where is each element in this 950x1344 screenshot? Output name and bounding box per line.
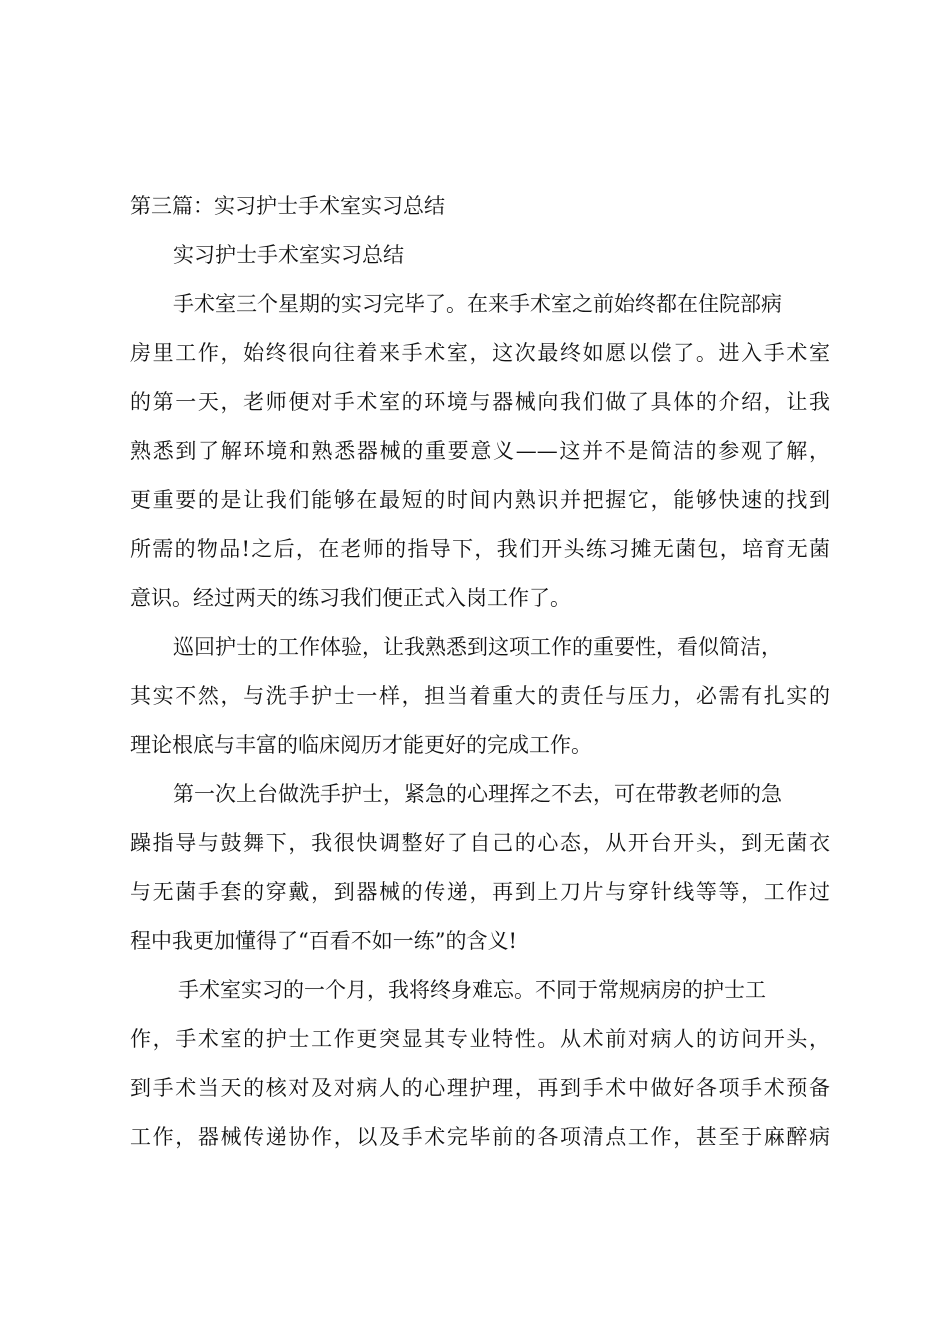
paragraph-1-line-3: 的第一天，老师便对手术室的环境与器械向我们做了具体的介绍，让我 — [130, 390, 830, 414]
paragraph-4-line-1: 手术室实习的一个月，我将终身难忘。不同于常规病房的护士工 — [178, 978, 766, 1002]
paragraph-4-line-3: 到手术当天的核对及对病人的心理护理，再到手术中做好各项手术预备 — [130, 1076, 830, 1100]
paragraph-1-line-7: 意识。经过两天的练习我们便正式入岗工作了。 — [130, 586, 571, 610]
paragraph-1-line-2: 房里工作，始终很向往着来手术室，这次最终如愿以偿了。进入手术室 — [130, 341, 830, 365]
paragraph-1-line-6: 所需的物品!之后，在老师的指导下，我们开头练习摊无菌包，培育无菌 — [130, 537, 830, 561]
paragraph-3-line-3: 与无菌手套的穿戴，到器械的传递，再到上刀片与穿针线等等，工作过 — [130, 880, 830, 904]
paragraph-1-line-1: 手术室三个星期的实习完毕了。在来手术室之前始终都在住院部病 — [173, 292, 782, 316]
paragraph-1-line-5: 更重要的是让我们能够在最短的时间内熟识并把握它，能够快速的找到 — [130, 488, 830, 512]
paragraph-3-line-1: 第一次上台做洗手护士，紧急的心理挥之不去，可在带教老师的急 — [173, 782, 782, 806]
paragraph-2-line-1: 巡回护士的工作体验，让我熟悉到这项工作的重要性，看似简洁， — [173, 635, 782, 659]
paragraph-3-line-2: 躁指导与鼓舞下，我很快调整好了自己的心态，从开台开头，到无菌衣 — [130, 831, 830, 855]
paragraph-4-line-4: 工作，器械传递协作，以及手术完毕前的各项清点工作，甚至于麻醉病 — [130, 1125, 830, 1149]
paragraph-3-line-4: 程中我更加懂得了“百看不如一练”的含义! — [130, 929, 517, 953]
paragraph-4-line-2: 作，手术室的护士工作更突显其专业特性。从术前对病人的访问开头， — [130, 1027, 830, 1051]
paragraph-2-line-2: 其实不然，与洗手护士一样，担当着重大的责任与压力，必需有扎实的 — [130, 684, 830, 708]
paragraph-1-line-4: 熟悉到了解环境和熟悉器械的重要意义——这并不是简洁的参观了解， — [130, 439, 830, 463]
document-subtitle: 实习护士手术室实习总结 — [173, 243, 404, 267]
paragraph-2-line-3: 理论根底与丰富的临床阅历才能更好的完成工作。 — [130, 733, 592, 757]
document-heading: 第三篇：实习护士手术室实习总结 — [130, 194, 445, 218]
